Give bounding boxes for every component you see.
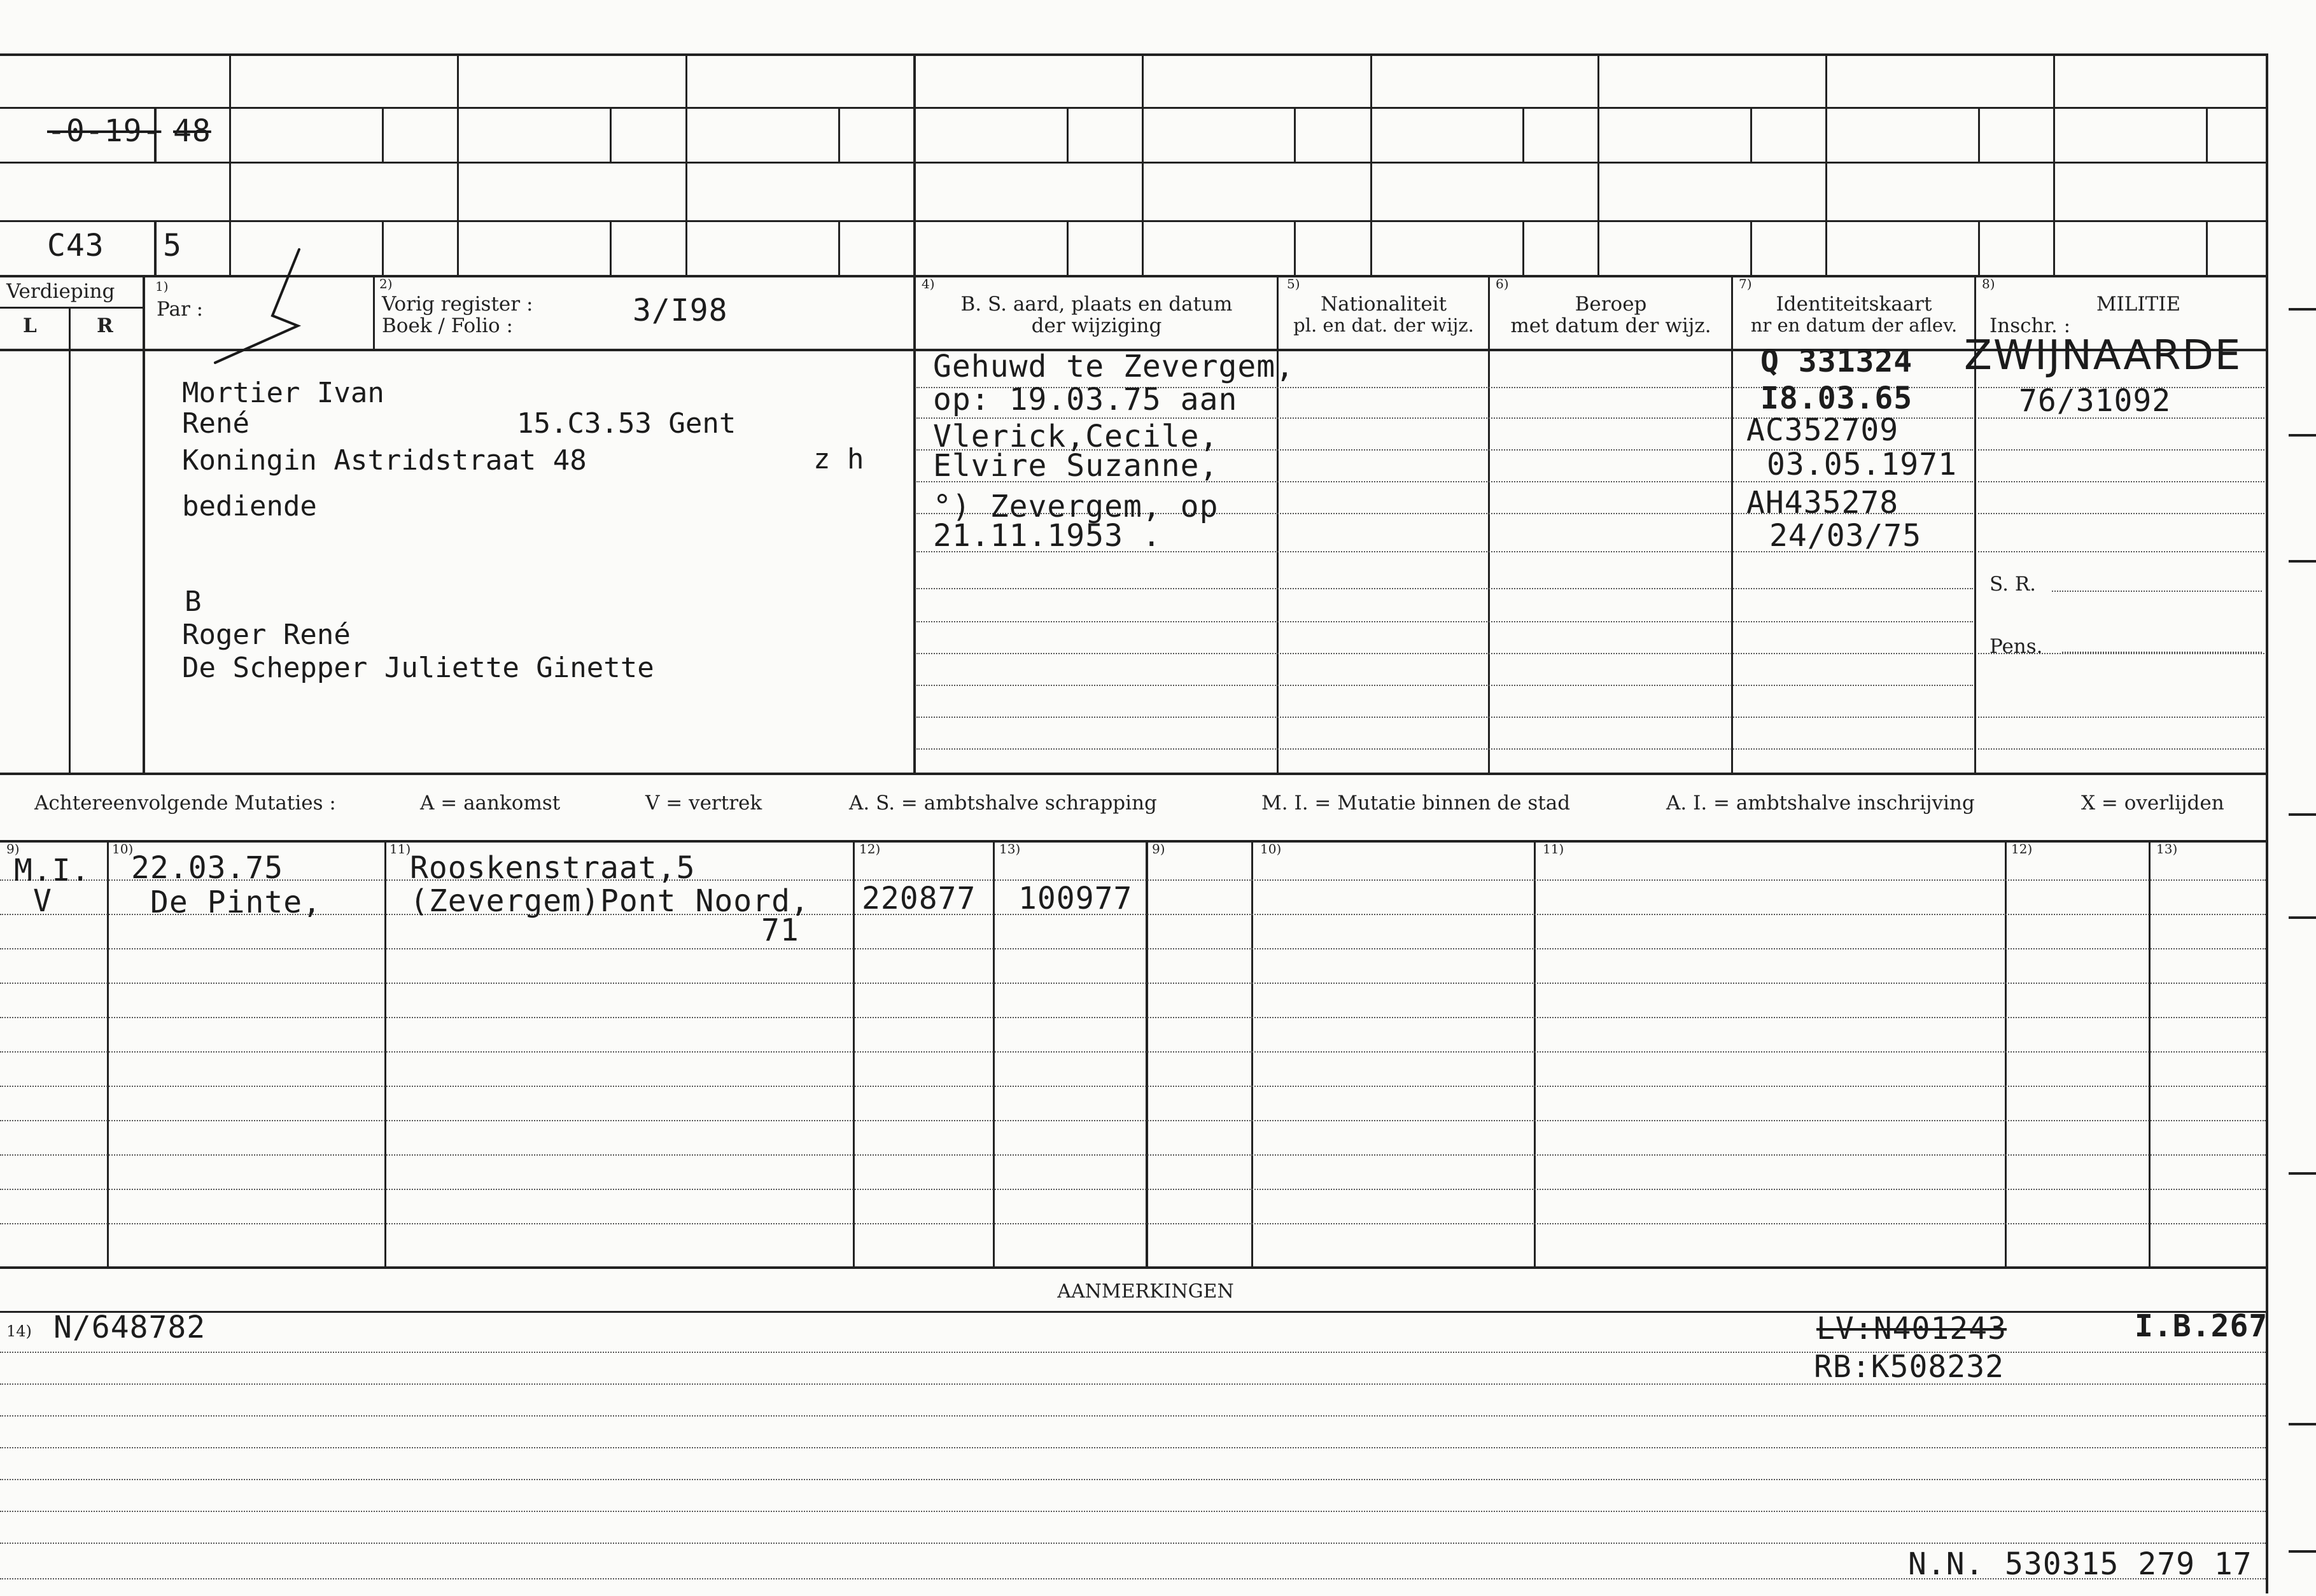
- person-parent-mark: B: [185, 585, 202, 618]
- mutation-col-number: 11): [390, 841, 411, 857]
- legend-vertrek: V = vertrek: [645, 792, 762, 815]
- person-second-name: René: [182, 407, 249, 440]
- line: [1294, 107, 1296, 162]
- col5-number: 5): [1287, 276, 1300, 291]
- person-name: Mortier Ivan: [182, 377, 384, 409]
- col1-label: Par :: [157, 298, 204, 321]
- verdieping-right: R: [97, 314, 113, 337]
- mutation-col-number: 13): [2156, 841, 2178, 857]
- line: [1067, 220, 1069, 275]
- line: [0, 162, 2266, 164]
- line: [2206, 220, 2208, 275]
- col7-label1: Identiteitskaart: [1776, 293, 1932, 316]
- line: [610, 220, 612, 275]
- verdieping-left: L: [23, 314, 37, 337]
- inschrijving-label: Inschr. :: [1990, 314, 2071, 337]
- remarks-lv-crossed: LV:N401243: [1816, 1311, 2007, 1347]
- line: [838, 220, 840, 275]
- militie-place: ZWIJNAARDE: [1964, 332, 2242, 379]
- line: [1142, 53, 1144, 275]
- remarks-rb: RB:K508232: [1814, 1349, 2004, 1385]
- person-birth: 15.C3.53 Gent: [517, 407, 736, 440]
- line: [1825, 53, 1827, 275]
- line: [229, 53, 231, 275]
- line: [2005, 840, 2007, 1266]
- militie-label: MILITIE: [2096, 293, 2181, 316]
- mutation-ref-13: 100977: [1018, 881, 1133, 916]
- mutation-type: V: [33, 883, 52, 919]
- vorig-register-value: 3/I98: [633, 293, 728, 328]
- line: [0, 773, 2266, 775]
- line: [1597, 53, 1599, 275]
- line: [1488, 275, 1490, 773]
- mutation-address: (Zevergem)Pont Noord,: [410, 883, 810, 919]
- person-mother: De Schepper Juliette Ginette: [182, 652, 654, 684]
- col6-label1: Beroep: [1575, 293, 1647, 316]
- crossed-code: -0-19-: [47, 113, 162, 149]
- legend-inschrijving: A. I. = ambtshalve inschrijving: [1666, 792, 1975, 815]
- id-card-number: Q 331324: [1760, 344, 1913, 379]
- sr-label: S. R.: [1990, 573, 2037, 596]
- line: [2266, 53, 2268, 1593]
- line: [1294, 220, 1296, 275]
- col6-label2: met datum der wijz.: [1510, 314, 1711, 337]
- line: [913, 53, 916, 773]
- verdieping-label: Verdieping: [6, 280, 115, 303]
- line: [1251, 840, 1253, 1266]
- line: [1534, 840, 1536, 1266]
- line: [382, 220, 384, 275]
- line: [2149, 840, 2151, 1266]
- civil-status-line: Elvire Suzanne,: [933, 448, 1219, 484]
- mutation-col-number: 10): [1260, 841, 1282, 857]
- crossed-code-suffix: 48: [173, 113, 211, 149]
- mutation-col-number: 12): [859, 841, 881, 857]
- mutation-type: M.I.: [14, 853, 90, 888]
- line: [107, 840, 109, 1266]
- line: [0, 307, 143, 309]
- legend-overlijden: X = overlijden: [2081, 792, 2224, 815]
- line: [0, 840, 2266, 843]
- mutation-col-number: 9): [6, 841, 20, 857]
- mutation-col-number: 13): [999, 841, 1021, 857]
- mutation-col-number: 11): [1543, 841, 1564, 857]
- col1-number: 1): [155, 279, 169, 294]
- id-card-number: AH435278: [1746, 485, 1899, 521]
- line: [993, 840, 995, 1266]
- line: [1370, 53, 1372, 275]
- mutation-col-number: 12): [2011, 841, 2033, 857]
- nn-label: N.N.: [1908, 1546, 1984, 1582]
- line: [0, 220, 2266, 222]
- col8-number: 8): [1982, 276, 1995, 291]
- line: [610, 107, 612, 162]
- line: [838, 107, 840, 162]
- line: [1750, 107, 1752, 162]
- remarks-number: 14): [6, 1322, 32, 1340]
- legend-schrapping: A. S. = ambtshalve schrapping: [849, 792, 1157, 815]
- id-card-number: AC352709: [1746, 412, 1899, 448]
- col4-label2: der wijziging: [1031, 314, 1162, 337]
- card-code: C43: [47, 228, 104, 263]
- line: [373, 275, 375, 349]
- col2-label-register: Vorig register :: [382, 293, 533, 316]
- id-card-date: I8.03.65: [1760, 381, 1913, 416]
- legend-aankomst: A = aankomst: [420, 792, 561, 815]
- col5-label2: pl. en dat. der wijz.: [1293, 314, 1474, 336]
- remarks-ib: I.B.267: [2135, 1308, 2268, 1344]
- remarks-value: N/648782: [53, 1310, 206, 1345]
- col4-number: 4): [922, 276, 935, 291]
- col4-label1: B. S. aard, plaats en datum: [960, 293, 1233, 316]
- line: [685, 53, 687, 275]
- person-profession: bediende: [182, 490, 317, 522]
- line: [69, 307, 71, 773]
- civil-status-line: Vlerick,Cecile,: [933, 419, 1219, 454]
- person-sex-mark: z h: [813, 443, 864, 475]
- mutation-date: 22.03.75: [131, 850, 284, 886]
- person-address: Koningin Astridstraat 48: [182, 444, 587, 477]
- col2-number: 2): [379, 276, 393, 291]
- id-card-date: 24/03/75: [1769, 518, 1922, 554]
- nn-value: 530315 279 17: [2005, 1546, 2252, 1582]
- line: [0, 53, 2266, 56]
- col2-label-folio: Boek / Folio :: [382, 314, 513, 337]
- civil-status-line: °) Zevergem, op: [933, 489, 1219, 524]
- line: [143, 275, 145, 773]
- par-signature-mark: [204, 246, 331, 373]
- mutation-address: Rooskenstraat,5: [410, 850, 696, 886]
- card-number: 5: [163, 228, 182, 263]
- line: [0, 275, 2266, 277]
- col5-label1: Nationaliteit: [1320, 293, 1447, 316]
- mutation-col-number: 9): [1152, 841, 1165, 857]
- person-father: Roger René: [182, 619, 351, 651]
- line: [1522, 107, 1524, 162]
- line: [384, 840, 386, 1266]
- militie-number: 76/31092: [2019, 383, 2172, 419]
- line: [1067, 107, 1069, 162]
- remarks-title: AANMERKINGEN: [1057, 1280, 1234, 1303]
- col6-number: 6): [1496, 276, 1509, 291]
- line: [1522, 220, 1524, 275]
- line: [1146, 840, 1148, 1266]
- mutations-legend-title: Achtereenvolgende Mutaties :: [34, 792, 336, 815]
- line: [154, 220, 157, 275]
- line: [2206, 107, 2208, 162]
- col7-number: 7): [1739, 276, 1752, 291]
- line: [457, 53, 459, 275]
- line: [1978, 220, 1980, 275]
- id-card-date: 03.05.1971: [1767, 447, 1957, 482]
- pens-label: Pens.: [1990, 635, 2043, 658]
- mutation-ref-12: 220877: [862, 881, 976, 916]
- civil-status-line: 21.11.1953 .: [933, 518, 1162, 554]
- mutation-place: De Pinte,: [150, 885, 322, 920]
- line: [853, 840, 855, 1266]
- mutation-col-number: 10): [112, 841, 134, 857]
- legend-mutatie-stad: M. I. = Mutatie binnen de stad: [1261, 792, 1571, 815]
- line: [1731, 275, 1733, 773]
- civil-status-line: op: 19.03.75 aan: [933, 382, 1238, 417]
- line: [0, 1266, 2266, 1269]
- civil-status-line: Gehuwd te Zevergem,: [933, 349, 1295, 384]
- line: [382, 107, 384, 162]
- line: [0, 107, 2266, 109]
- mutation-address: 71: [761, 913, 799, 948]
- col7-label2: nr en datum der aflev.: [1750, 314, 1958, 336]
- line: [1978, 107, 1980, 162]
- line: [1750, 220, 1752, 275]
- line: [2053, 53, 2055, 275]
